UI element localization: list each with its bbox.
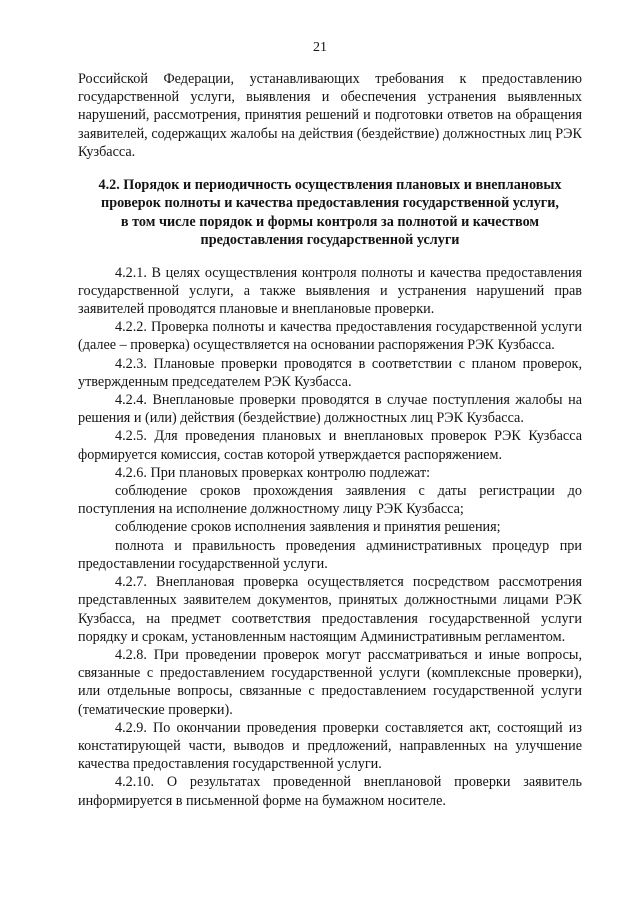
intro-paragraph: Российской Федерации, устанавливающих требования к предоставлению государственной услуги, выявления и обеспечения устранения выявленных нарушений, рассмотрения, принятия решений и подготовки ответов на обращения заявителей, содержащих жалобы на действия (бездействие) должностных лиц РЭК Кузбасса. — [78, 71, 582, 160]
list-item: полнота и правильность проведения административных процедур при предоставлении государственной услуги. — [78, 537, 582, 572]
paragraph-4-2-5: 4.2.5. Для проведения плановых и внеплановых проверок РЭК Кузбасса формируется комиссия, состав которой утверждается распоряжением. — [78, 428, 582, 463]
document-body — [78, 70, 582, 810]
paragraph-4-2-10: 4.2.10. О результатах проведенной внеплановой проверки заявитель информируется в письменной форме на бумажном носителе. — [78, 774, 582, 809]
section-heading — [78, 176, 582, 250]
paragraph-4-2-4: 4.2.4. Внеплановые проверки проводятся в случае поступления жалобы на решения и (или) действия (бездействие) должностных лиц РЭК Кузбасса. — [78, 392, 582, 427]
section-heading-line: проверок полноты и качества предоставления государственной услуги, — [101, 195, 559, 212]
section-heading-line: в том числе порядок и формы контроля за полнотой и качеством — [120, 213, 540, 230]
paragraph-4-2-3: 4.2.3. Плановые проверки проводятся в соответствии с планом проверок, утвержденным председателем РЭК Кузбасса. — [78, 355, 582, 390]
page-number: 21 — [313, 40, 327, 55]
paragraph-4-2-8: 4.2.8. При проведении проверок могут рассматриваться и иные вопросы, связанные с предоставлением государственной услуги (комплексные проверки), или отдельные вопросы, связанные с предоставлением государственной услуги (тематические проверки). — [78, 646, 582, 718]
section-heading-line: предоставления государственной услуги — [200, 232, 460, 249]
paragraph-4-2-1: 4.2.1. В целях осуществления контроля полноты и качества предоставления государственной услуги, а также выявления и устранения нарушений прав заявителей проводятся плановые и внеплановые проверки. — [78, 264, 582, 318]
paragraph-4-2-9: 4.2.9. По окончании проведения проверки составляется акт, состоящий из констатирующей части, выводов и предложений, направленных на улучшение качества предоставления государственной услуги. — [78, 719, 582, 773]
paragraph-4-2-2: 4.2.2. Проверка полноты и качества предоставления государственной услуги (далее – проверка) осуществляется на основании распоряжения РЭК Кузбасса. — [78, 319, 582, 354]
list-item: соблюдение сроков исполнения заявления и принятия решения; — [115, 519, 501, 536]
section-heading-line: 4.2. Порядок и периодичность осуществления плановых и внеплановых — [98, 177, 562, 194]
paragraph-4-2-6: 4.2.6. При плановых проверках контролю подлежат: — [115, 464, 431, 481]
paragraph-4-2-7: 4.2.7. Внеплановая проверка осуществляется посредством рассмотрения представленных заявителем документов, принятых должностными лицами РЭК Кузбасса, на предмет соответствия предоставления государственной услуги порядку и срокам, установленным настоящим Административным регламентом. — [78, 574, 582, 645]
list-item: соблюдение сроков прохождения заявления с даты регистрации до поступления на исполнение должностному лицу РЭК Кузбасса; — [78, 483, 582, 518]
